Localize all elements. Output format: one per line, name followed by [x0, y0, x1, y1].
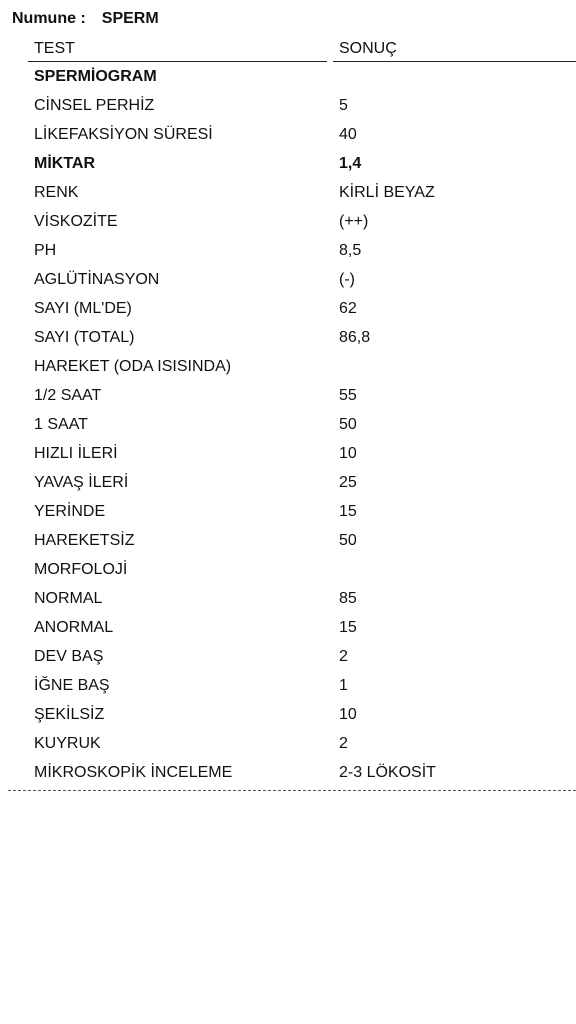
- table-row: [0, 207, 576, 236]
- test-result: 15: [339, 619, 357, 636]
- table-row: [0, 439, 576, 468]
- table-row: [0, 584, 576, 613]
- test-result: 1,4: [339, 155, 362, 172]
- table-row: [0, 352, 576, 381]
- test-result: 15: [339, 503, 357, 520]
- test-name: VİSKOZİTE: [34, 213, 118, 230]
- test-result: 55: [339, 387, 357, 404]
- table-row: [0, 120, 576, 149]
- table-row: [0, 91, 576, 120]
- test-result: 10: [339, 445, 357, 462]
- table-row: [0, 758, 576, 787]
- test-name: RENK: [34, 184, 79, 201]
- test-result: 25: [339, 474, 357, 491]
- test-name: ŞEKİLSİZ: [34, 706, 105, 723]
- table-row: [0, 294, 576, 323]
- test-name: LİKEFAKSİYON SÜRESİ: [34, 126, 213, 143]
- table-row: [0, 555, 576, 584]
- test-name: 1 SAAT: [34, 416, 88, 433]
- test-name: NORMAL: [34, 590, 103, 607]
- test-name: HAREKET (ODA ISISINDA): [34, 358, 232, 375]
- test-name: YAVAŞ İLERİ: [34, 474, 129, 491]
- test-name: SAYI (TOTAL): [34, 329, 135, 346]
- table-row: [0, 265, 576, 294]
- table-row: [0, 613, 576, 642]
- sample-value: SPERM: [101, 10, 159, 27]
- table-row: [0, 62, 576, 91]
- test-name: ANORMAL: [34, 619, 114, 636]
- test-name: KUYRUK: [34, 735, 101, 752]
- test-result: (++): [339, 213, 369, 230]
- test-result: 86,8: [339, 329, 371, 346]
- test-result: 50: [339, 416, 357, 433]
- test-result: 50: [339, 532, 357, 549]
- test-name: MORFOLOJİ: [34, 561, 128, 578]
- column-header-test: TEST: [28, 38, 327, 62]
- test-result: 10: [339, 706, 357, 723]
- test-result: 2-3 LÖKOSİT: [339, 764, 436, 781]
- table-row: [0, 729, 576, 758]
- test-name: AGLÜTİNASYON: [34, 271, 160, 288]
- test-result: 5: [339, 97, 348, 114]
- test-result: 8,5: [339, 242, 362, 259]
- sample-heading: [12, 10, 159, 28]
- table-row: [0, 700, 576, 729]
- test-name: YERİNDE: [34, 503, 106, 520]
- table-row: [0, 468, 576, 497]
- test-name: CİNSEL PERHİZ: [34, 97, 155, 114]
- test-name: 1/2 SAAT: [34, 387, 102, 404]
- table-row: [0, 149, 576, 178]
- test-result: (-): [339, 271, 355, 288]
- test-result: 1: [339, 677, 348, 694]
- results-table: [0, 62, 576, 787]
- table-row: [0, 236, 576, 265]
- test-result: 62: [339, 300, 357, 317]
- table-row: [0, 526, 576, 555]
- test-name: MİKTAR: [34, 155, 96, 172]
- table-row: [0, 671, 576, 700]
- test-name: SPERMİOGRAM: [34, 68, 157, 85]
- test-result: 85: [339, 590, 357, 607]
- test-name: HAREKETSİZ: [34, 532, 135, 549]
- test-name: DEV BAŞ: [34, 648, 104, 665]
- table-row: [0, 410, 576, 439]
- table-header: [0, 38, 576, 64]
- table-row: [0, 178, 576, 207]
- table-row: [0, 381, 576, 410]
- test-name: SAYI (ML'DE): [34, 300, 132, 317]
- test-result: KİRLİ BEYAZ: [339, 184, 435, 201]
- test-name: PH: [34, 242, 57, 259]
- test-name: MİKROSKOPİK İNCELEME: [34, 764, 233, 781]
- sample-label: Numune :: [12, 10, 86, 27]
- table-row: [0, 323, 576, 352]
- test-result: 40: [339, 126, 357, 143]
- table-row: [0, 497, 576, 526]
- test-result: 2: [339, 648, 348, 665]
- column-header-result: SONUÇ: [333, 38, 576, 62]
- table-row: [0, 642, 576, 671]
- test-result: 2: [339, 735, 348, 752]
- test-name: HIZLI İLERİ: [34, 445, 118, 462]
- test-name: İĞNE BAŞ: [34, 677, 110, 694]
- dashed-divider: [8, 790, 576, 791]
